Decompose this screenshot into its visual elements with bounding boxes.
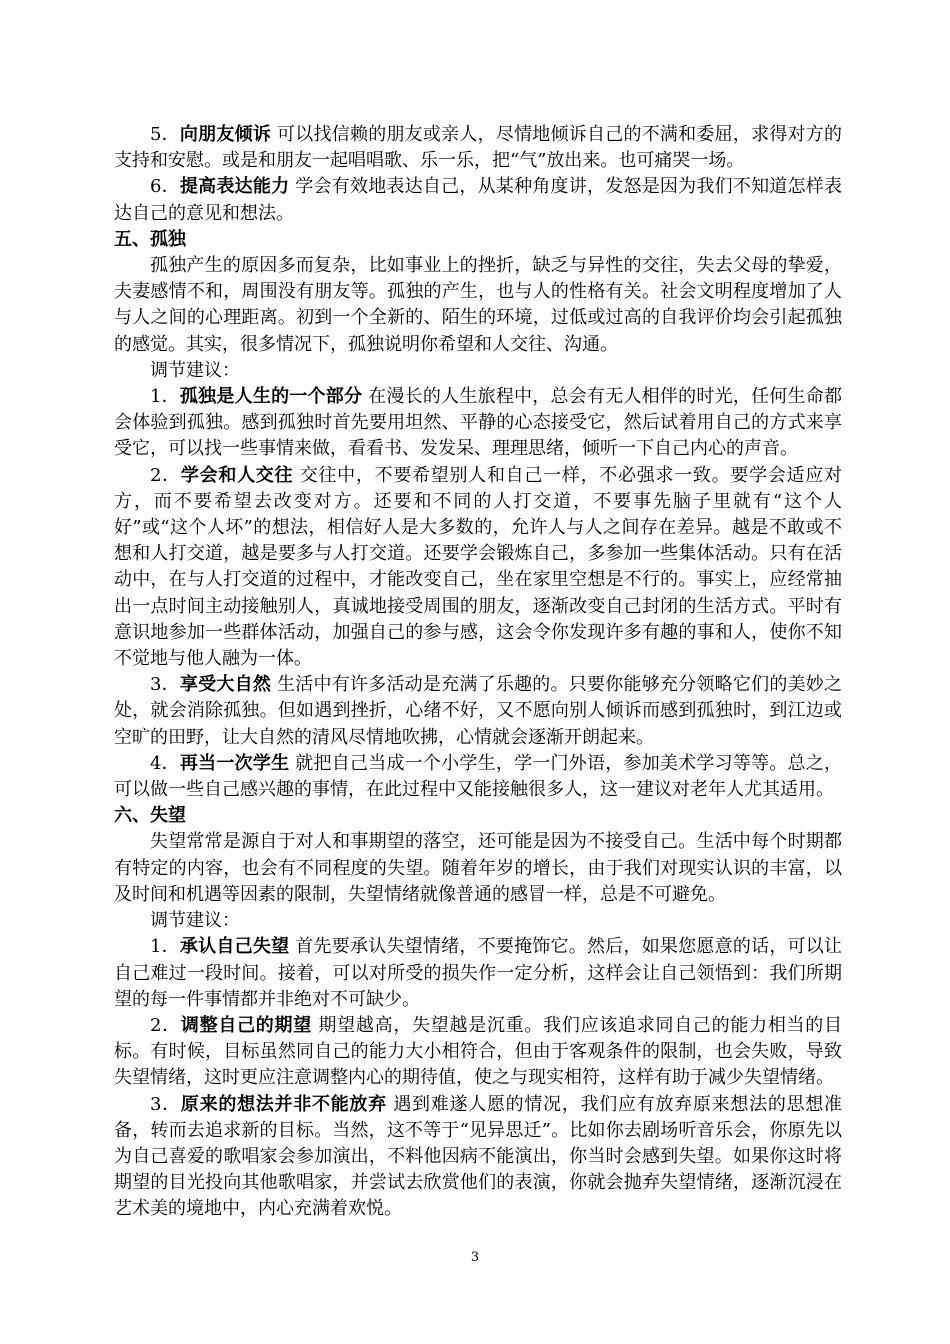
item-paragraph bbox=[114, 672, 842, 751]
item-number: 3． bbox=[150, 674, 180, 696]
item-number: 2． bbox=[150, 1014, 181, 1036]
page-number: 3 bbox=[470, 1250, 480, 1265]
item-number: 6． bbox=[150, 176, 180, 198]
item-text: 交往中，不要希望别人和自己一样，不必强求一致。要学会适应对方，而不要希望去改变对方。还要和不同的人打交道，不要事先脑子里就有“这个人好”或“这个人坏”的想法，相信好人是大多数的，允许人与人之间存在差异。越是不敢或不想和人打交道，越是要多与人打交道。还要学会锻炼自己，多参加一些集体活动。只有在活动中，在与人打交道的过程中，才能改变自己，坐在家里空想是不行的。事实上，应经常抽出一点时间主动接触别人，真诚地接受周围的朋友，逐渐改变自己封闭的生活方式。平时有意识地参加一些群体活动，加强自己的参与感，这会令你发现许多有趣的事和人，使你不知不觉地与他人融为一体。 bbox=[114, 464, 843, 670]
item-keyword: 原来的想法并非不能放弃 bbox=[180, 1093, 387, 1115]
item-text: 在漫长的人生旅程中，总会有无人相伴的时光，任何生命都会体验到孤独。感到孤独时首先要用坦然、平静的心态接受它，然后试着用自己的方式来享受它，可以找一些事情来做，看看书、发发呆、理理思绪，倾听一下自己内心的声音。 bbox=[114, 386, 842, 460]
item-paragraph bbox=[114, 174, 842, 226]
item-text: 生活中有许多活动是充满了乐趣的。只要你能够充分领略它们的美妙之处，就会消除孤独。但如遇到挫折，心绪不好，又不愿向别人倾诉而感到孤独时，到江边或空旷的田野，让大自然的清风尽情地吹拂，心情就会逐渐开朗起来。 bbox=[114, 674, 843, 748]
item-number: 4． bbox=[150, 752, 180, 774]
item-number: 1． bbox=[150, 936, 180, 958]
section-heading: 五、孤独 bbox=[114, 228, 186, 250]
advice-label: 调节建议： bbox=[150, 910, 240, 932]
item-keyword: 提高表达能力 bbox=[179, 176, 290, 198]
item-number: 1． bbox=[150, 386, 180, 408]
item-paragraph bbox=[114, 934, 842, 1013]
body-paragraph: 孤独产生的原因多而复杂，比如事业上的挫折，缺乏与异性的交往，失去父母的挚爱，夫妻感情不和，周围没有朋友等。孤独的产生，也与人的性格有关。社会文明程度增加了人与人之间的心理距离。初到一个全新的、陌生的环境，过低或过高的自我评价均会引起孤独的感觉。其实，很多情况下，孤独说明你希望和人交往、沟通。 bbox=[114, 255, 842, 355]
item-paragraph bbox=[114, 122, 842, 174]
item-paragraph bbox=[114, 1013, 842, 1092]
item-number: 2． bbox=[150, 464, 181, 486]
item-text: 首先要承认失望情绪，不要掩饰它。然后，如果您愿意的话，可以让自己难过一段时间。接着，可以对所受的损失作一定分析，这样会让自己领悟到：我们所期望的每一件事情都并非绝对不可缺少。 bbox=[114, 936, 843, 1010]
item-number: 5． bbox=[150, 124, 180, 145]
item-paragraph bbox=[114, 384, 842, 463]
page-body bbox=[114, 122, 842, 1223]
item-paragraph bbox=[114, 463, 842, 673]
item-keyword: 再当一次学生 bbox=[179, 752, 290, 774]
advice-label: 调节建议： bbox=[150, 359, 240, 381]
item-paragraph bbox=[114, 751, 842, 803]
item-paragraph bbox=[114, 1092, 842, 1223]
item-keyword: 享受大自然 bbox=[179, 674, 272, 696]
body-paragraph: 失望常常是源自于对人和事期望的落空，还可能是因为不接受自己。生活中每个时期都有特定的内容，也会有不同程度的失望。随着年岁的增长，由于我们对现实认识的丰富，以及时间和机遇等因素的限制，失望情绪就像普通的感冒一样，总是不可避免。 bbox=[114, 831, 842, 905]
item-keyword: 调整自己的期望 bbox=[180, 1014, 312, 1036]
item-text: 学会有效地表达自己，从某种角度讲，发怒是因为我们不知道怎样表达自己的意见和想法。 bbox=[114, 176, 843, 224]
item-text: 期望越高，失望越是沉重。我们应该追求同自己的能力相当的目标。有时候，目标虽然同自己的能力大小相符合，但由于客观条件的限制，也会失败，导致失望情绪，这时更应注意调整内心的期待值，使之与现实相符，这样有助于减少失望情绪。 bbox=[114, 1014, 843, 1089]
item-keyword: 学会和人交往 bbox=[180, 464, 294, 486]
item-keyword: 向朋友倾诉 bbox=[179, 124, 272, 145]
item-text: 可以找信赖的朋友或亲人，尽情地倾诉自己的不满和委屈，求得对方的支持和安慰。或是和朋友一起唱唱歌、乐一乐，把“气”放出来。也可痛哭一场。 bbox=[114, 124, 843, 172]
item-text: 遇到难遂人愿的情况，我们应有放弃原来想法的思想准备，转而去追求新的目标。当然，这不等于“见异思迁”。比如你去剧场听音乐会，你原先以为自己喜爱的歌唱家会参加演出，不料他因病不能演出，你当时会感到失望。如果你这时将期望的目光投向其他歌唱家，并尝试去欣赏他们的表演，你就会抛弃失望情绪，逐渐沉浸在艺术美的境地中，内心充满着欢悦。 bbox=[114, 1093, 843, 1220]
section-heading: 六、失望 bbox=[114, 805, 186, 827]
item-keyword: 承认自己失望 bbox=[179, 936, 290, 958]
item-number: 3． bbox=[150, 1093, 181, 1115]
item-keyword: 孤独是人生的一个部分 bbox=[179, 386, 363, 408]
item-text: 就把自己当成一个小学生，学一门外语，参加美术学习等等。总之，可以做一些自己感兴趣的事情，在此过程中又能接触很多人，这一建议对老年人尤其适用。 bbox=[114, 752, 843, 801]
